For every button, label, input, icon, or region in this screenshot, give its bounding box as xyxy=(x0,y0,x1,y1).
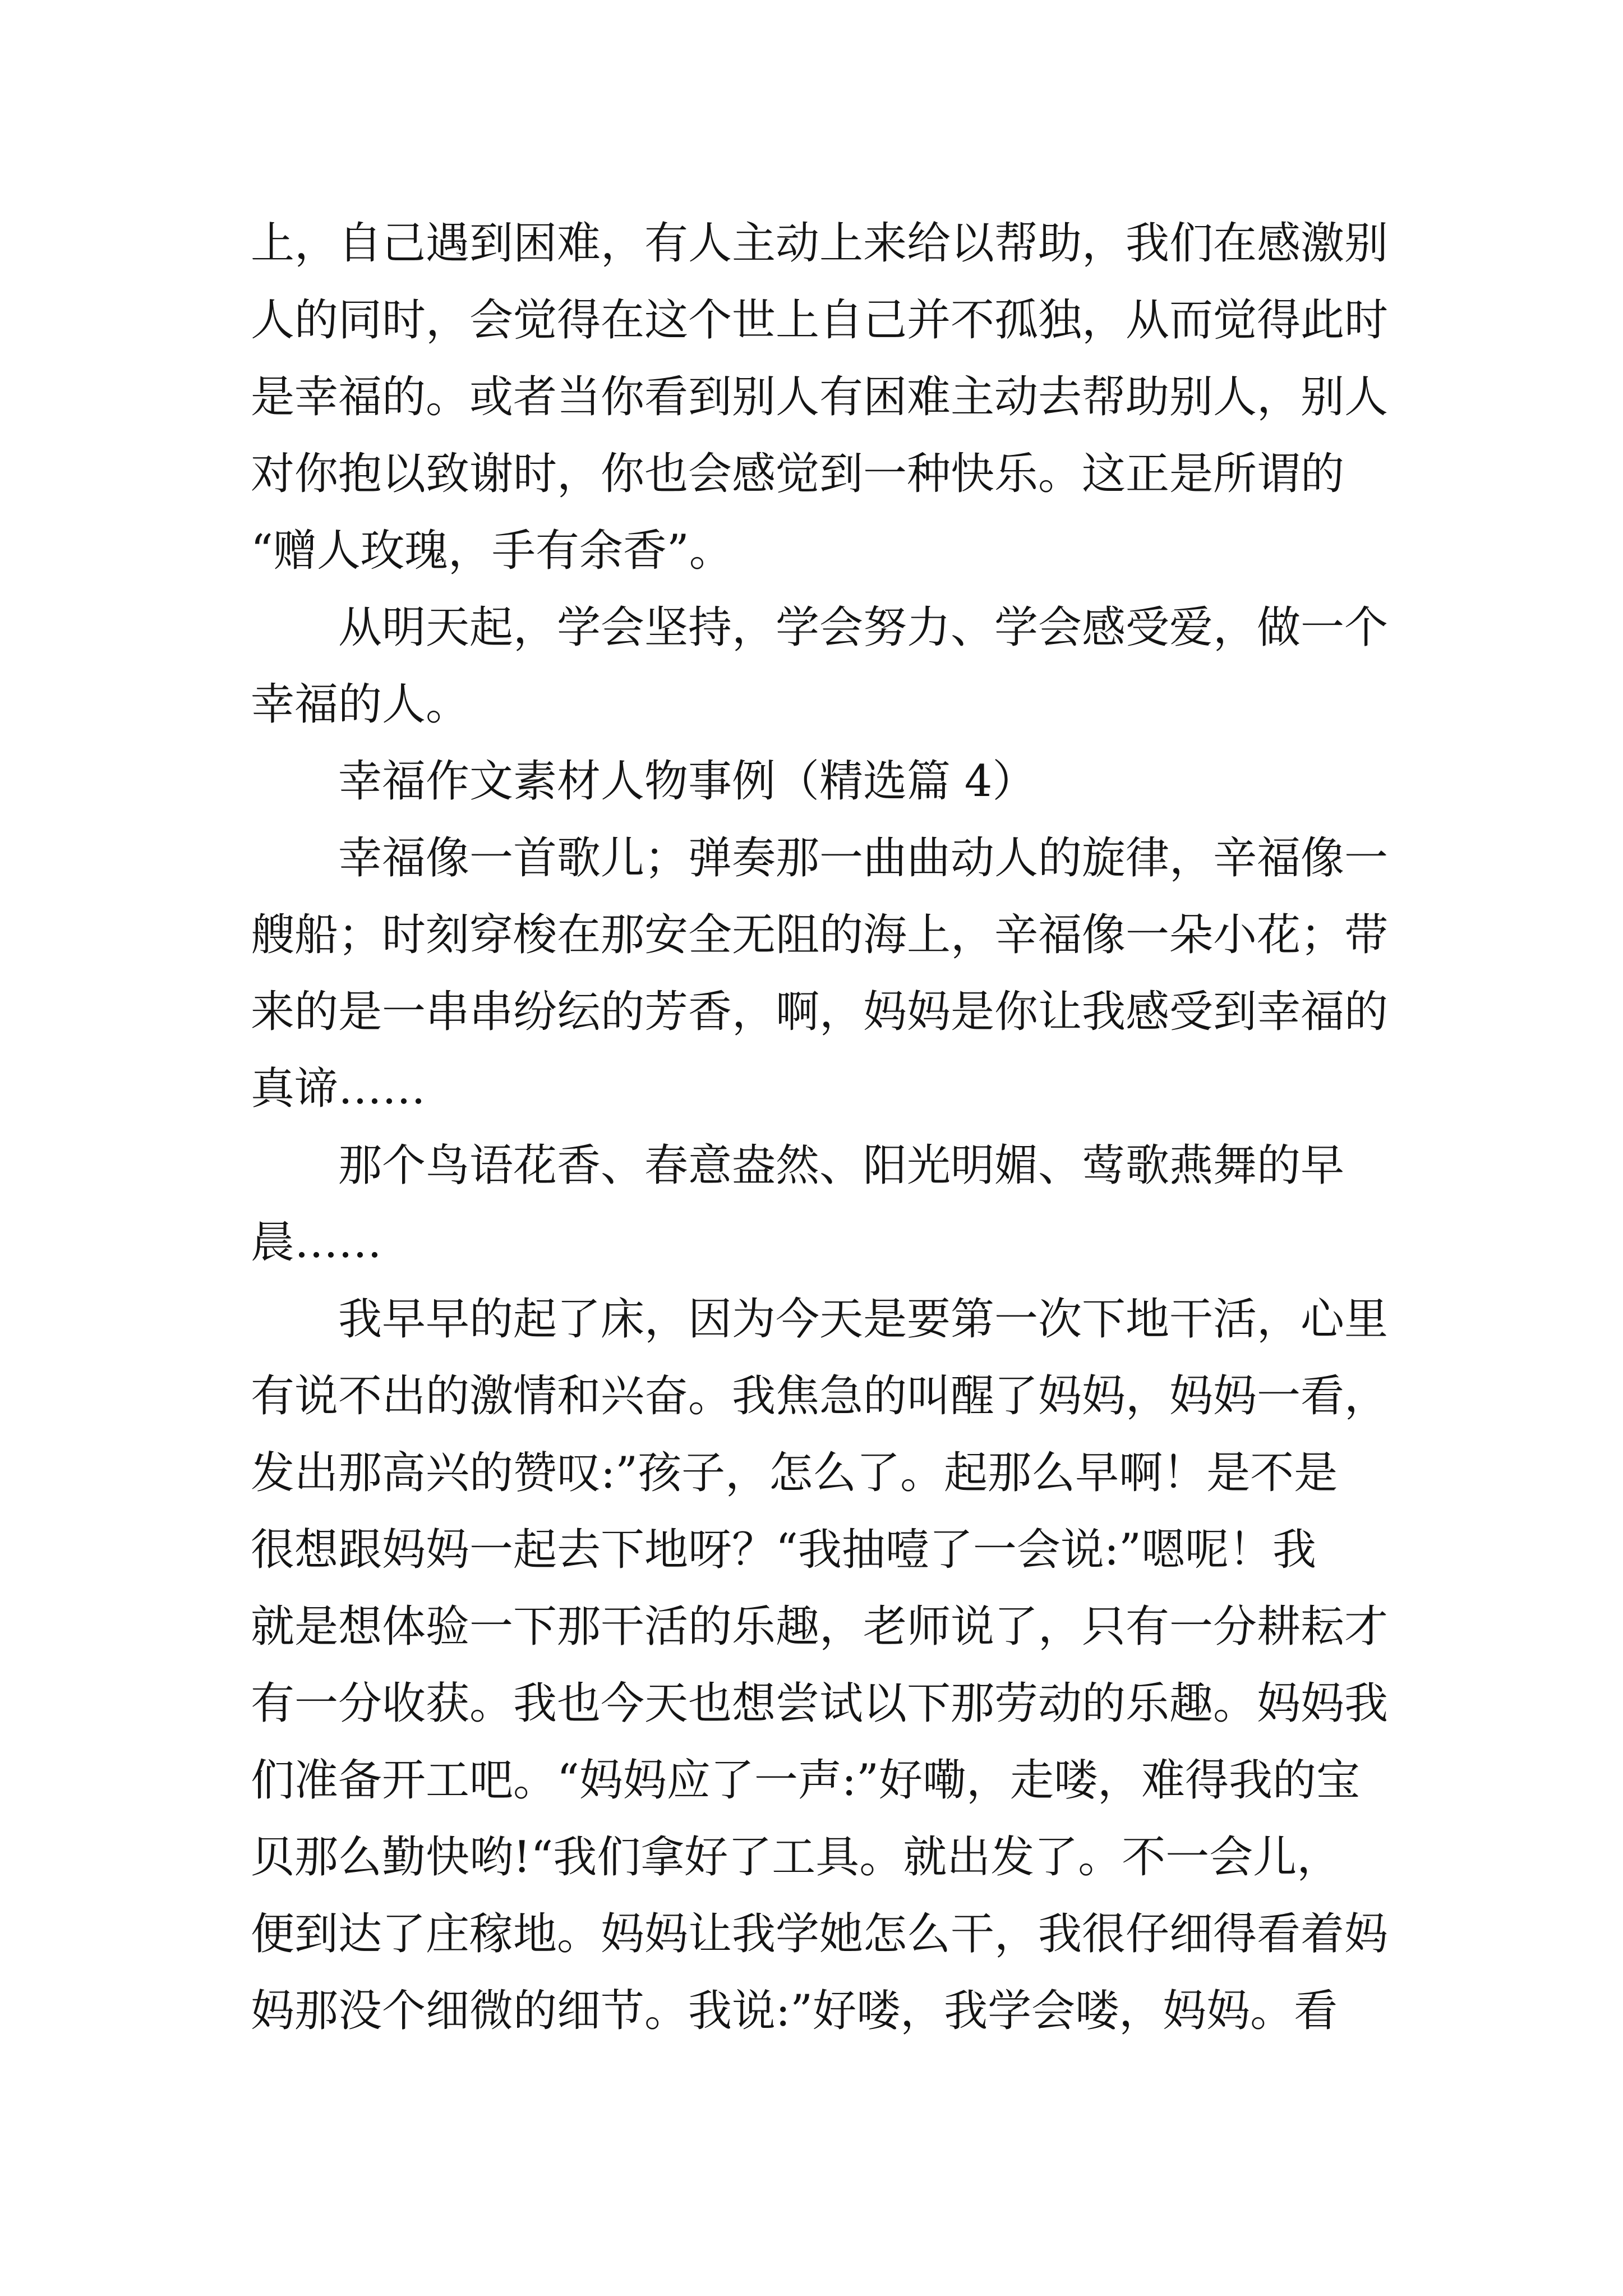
paragraph xyxy=(251,1128,1395,1281)
text-line: 那个鸟语花香、春意盎然、阳光明媚、莺歌燕舞的早 xyxy=(338,1140,1345,1191)
section-heading xyxy=(251,743,1395,820)
text-line: 来的是一串串纷纭的芳香，啊，妈妈是你让我感受到幸福的 xyxy=(251,987,1389,1037)
heading-line: 幸福作文素材人物事例（精选篇 4） xyxy=(338,756,1036,807)
text-line: 我早早的起了床，因为今天是要第一次下地干活，心里 xyxy=(338,1294,1389,1345)
text-line: 幸福的人。 xyxy=(251,679,470,730)
text-line: 们准备开工吧。“妈妈应了一声:”好嘞，走喽，难得我的宝 xyxy=(251,1755,1361,1806)
text-line: 上，自己遇到困难，有人主动上来给以帮助，我们在感激别 xyxy=(251,218,1389,269)
text-line: “赠人玫瑰，手有余香”。 xyxy=(251,526,733,576)
text-line: 晨…… xyxy=(251,1217,382,1268)
text-line: 真谛…… xyxy=(251,1064,426,1114)
text-line: 艘船；时刻穿梭在那安全无阻的海上，辛福像一朵小花；带 xyxy=(251,910,1389,960)
text-line: 对你抱以致谢时，你也会感觉到一种快乐。这正是所谓的 xyxy=(251,449,1345,499)
text-body xyxy=(251,205,1395,2050)
text-line: 从明天起，学会坚持，学会努力、学会感受爱，做一个 xyxy=(338,602,1389,653)
text-line: 妈那没个细微的细节。我说:”好喽，我学会喽，妈妈。看 xyxy=(251,1986,1338,2036)
paragraph xyxy=(251,820,1395,1128)
text-line: 很想跟妈妈一起去下地呀？“我抽噎了一会说:”嗯呢！我 xyxy=(251,1525,1317,1575)
text-line: 是幸福的。或者当你看到别人有困难主动去帮助别人，别人 xyxy=(251,372,1389,422)
text-line: 便到达了庄稼地。妈妈让我学她怎么干，我很仔细得看着妈 xyxy=(251,1909,1389,1959)
paragraph xyxy=(251,1281,1395,2050)
paragraph-continued xyxy=(251,205,1395,590)
text-line: 就是想体验一下那干活的乐趣，老师说了，只有一分耕耘才 xyxy=(251,1602,1389,1652)
text-line: 幸福像一首歌儿；弹奏那一曲曲动人的旋律，辛福像一 xyxy=(338,833,1389,884)
text-line: 贝那么勤快哟!“我们拿好了工具。就出发了。不一会儿， xyxy=(251,1832,1341,1883)
text-line: 人的同时，会觉得在这个世上自己并不孤独，从而觉得此时 xyxy=(251,295,1389,346)
text-line: 有一分收获。我也今天也想尝试以下那劳动的乐趣。妈妈我 xyxy=(251,1678,1389,1729)
text-line: 有说不出的激情和兴奋。我焦急的叫醒了妈妈，妈妈一看， xyxy=(251,1371,1389,1421)
text-line: 发出那高兴的赞叹:”孩子，怎么了。起那么早啊！是不是 xyxy=(251,1448,1338,1498)
paragraph xyxy=(251,590,1395,743)
